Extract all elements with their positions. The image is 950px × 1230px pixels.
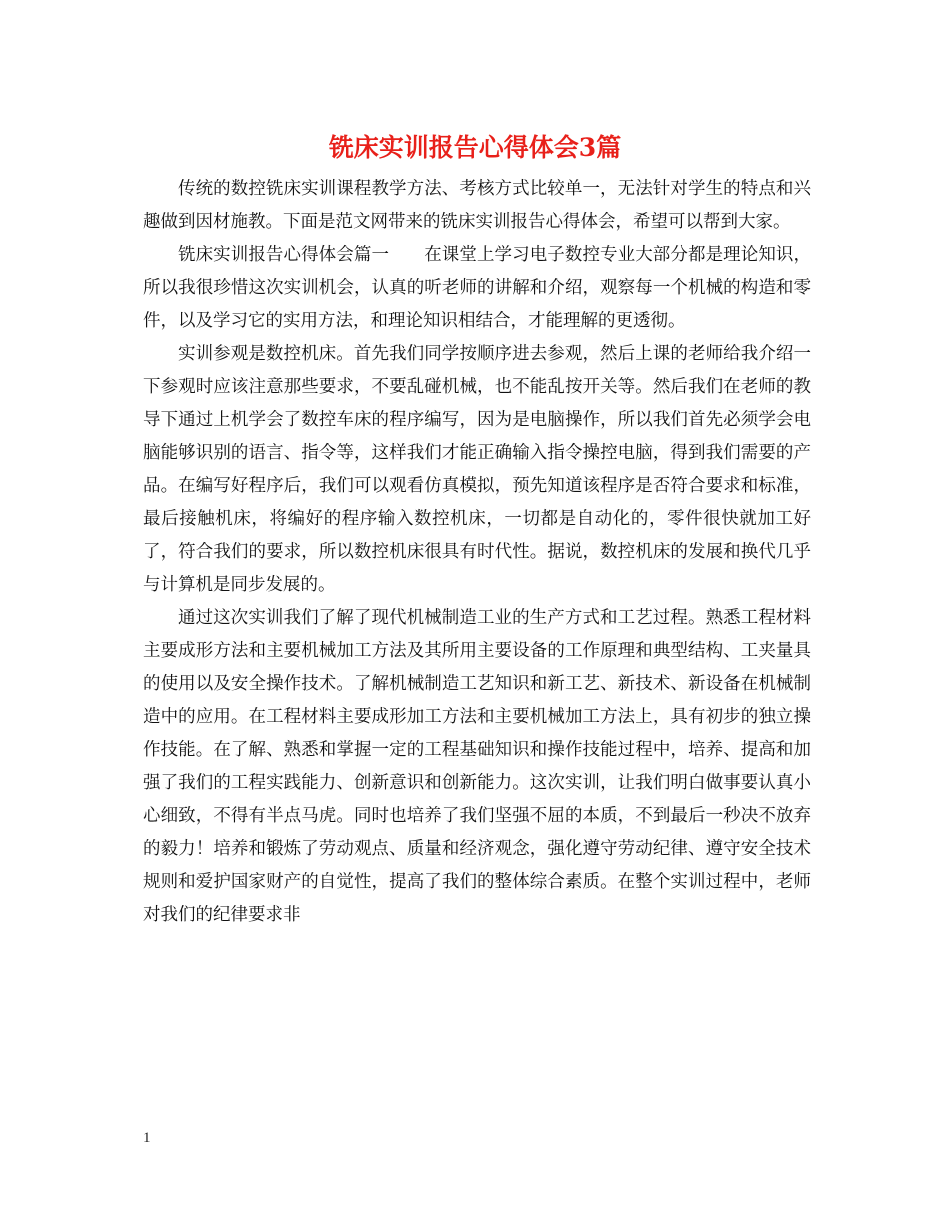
paragraph-intro: 传统的数控铣床实训课程教学方法、考核方式比较单一，无法针对学生的特点和兴趣做到因材施教。下面是范文网带来的铣床实训报告心得体会，希望可以帮到大家。 [143,179,811,232]
document-body [143,173,811,932]
document-title: 铣床实训报告心得体会3篇 [328,133,622,162]
paragraph-visit: 实训参观是数控机床。首先我们同学按顺序进去参观，然后上课的老师给我介绍一下参观时应该注意那些要求，不要乱碰机械，也不能乱按开关等。然后我们在老师的教导下通过上机学会了数控车床的程序编写，因为是电脑操作，所以我们首先必须学会电脑能够识别的语言、指令等，这样我们才能正确输入指令操控电脑，得到我们需要的产品。在编写好程序后，我们可以观看仿真模拟，预先知道该程序是否符合要求和标准，最后接触机床，将编好的程序输入数控机床，一切都是自动化的，零件很快就加工好了，符合我们的要求，所以数控机床很具有时代性。据说，数控机床的发展和换代几乎与计算机是同步发展的。 [143,344,811,595]
paragraph-part-one: 铣床实训报告心得体会篇一 在课堂上学习电子数控专业大部分都是理论知识，所以我很珍惜这次实训机会，认真的听老师的讲解和介绍，观察每一个机械的构造和零件，以及学习它的实用方法，和理论知识相结合，才能理解的更透彻。 [143,245,811,331]
page-number: 1 [143,1130,151,1146]
paragraph-learning: 通过这次实训我们了解了现代机械制造工业的生产方式和工艺过程。熟悉工程材料主要成形方法和主要机械加工方法及其所用主要设备的工作原理和典型结构、工夹量具的使用以及安全操作技术。了解机械制造工艺知识和新工艺、新技术、新设备在机械制造中的应用。在工程材料主要成形加工方法和主要机械加工方法上，具有初步的独立操作技能。在了解、熟悉和掌握一定的工程基础知识和操作技能过程中，培养、提高和加强了我们的工程实践能力、创新意识和创新能力。这次实训，让我们明白做事要认真小心细致，不得有半点马虎。同时也培养了我们坚强不屈的本质，不到最后一秒决不放弃的毅力！培养和锻炼了劳动观点、质量和经济观念，强化遵守劳动纪律、遵守安全技术规则和爱护国家财产的自觉性，提高了我们的整体综合素质。在整个实训过程中，老师对我们的纪律要求非 [143,608,811,925]
